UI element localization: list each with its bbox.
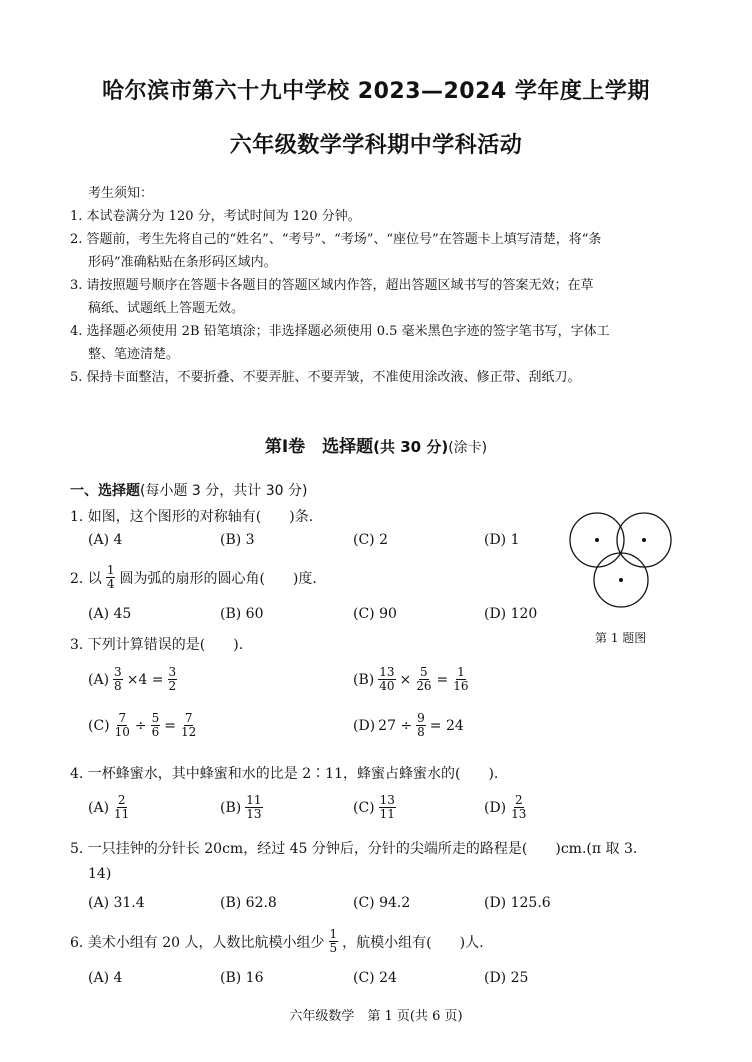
option-label: (D): [484, 799, 507, 816]
notice-item: 整、笔迹清楚。: [88, 347, 180, 362]
option-label: (D): [353, 717, 376, 734]
notice-item: 4. 选择题必须使用 2B 铅笔填涂；非选择题必须使用 0.5 毫米黑色字迹的签字笔书写，字体工: [70, 324, 610, 339]
frac-den: 11: [379, 807, 395, 821]
frac-num: 3: [114, 665, 122, 679]
frac-den: 8: [114, 679, 122, 693]
page-footer: 六年级数学 第 1 页(共 6 页): [289, 1009, 463, 1024]
option-label: (B): [220, 799, 242, 816]
q5-option-a: (A) 31.4: [88, 895, 145, 911]
frac-den: 6: [151, 725, 160, 739]
frac-num: 5: [151, 711, 160, 725]
frac-num: 3: [168, 665, 177, 679]
q6-stem-post: ，航模小组有( )人.: [342, 934, 484, 951]
fraction: [245, 794, 262, 821]
frac-den: 13: [246, 807, 262, 821]
operator: ×: [399, 671, 412, 688]
fraction: [113, 666, 123, 693]
frac-num: 1: [457, 665, 465, 679]
q5-option-b: (B) 62.8: [220, 895, 277, 911]
q6-option-a: (A) 4: [88, 970, 123, 986]
fraction: [180, 712, 197, 739]
fraction: [379, 794, 396, 821]
frac-num: 7: [184, 711, 193, 725]
fraction: [415, 666, 432, 693]
frac-num: 13: [379, 665, 395, 679]
part-note: (每小题 3 分，共计 30 分): [140, 483, 308, 499]
q1-option-d: (D) 1: [484, 532, 520, 548]
q2-fraction: [106, 564, 116, 591]
fraction: [416, 712, 426, 739]
q6-fraction: [329, 928, 339, 955]
q1-option-a: (A) 4: [88, 532, 123, 548]
operator: =: [164, 717, 177, 734]
operator: ×4 =: [126, 671, 164, 688]
q6-option-d: (D) 25: [484, 970, 529, 986]
part-heading: [70, 480, 307, 500]
notice-item: 5. 保持卡面整洁，不要折叠、不要弄脏、不要弄皱，不准使用涂改液、修正带、刮纸刀。: [70, 370, 581, 385]
question-2-stem: [70, 564, 317, 591]
q2-option-d: (D) 120: [484, 606, 538, 622]
section-title: 第Ⅰ卷 选择题: [264, 437, 374, 457]
q2-option-b: (B) 60: [220, 606, 264, 622]
q3-option-b: [353, 666, 471, 693]
q6-stem-pre: 6. 美术小组有 20 人，人数比航模小组少: [70, 934, 325, 951]
notice-item: 2. 答题前，考生先将自己的“姓名”、“考号”、“考场”、“座位号”在答题卡上填写清楚，将“条: [70, 232, 602, 247]
notice-item: 1. 本试卷满分为 120 分，考试时间为 120 分钟。: [70, 209, 361, 224]
expression-text: = 24: [429, 717, 464, 734]
fraction: [168, 666, 178, 693]
q3-option-d: [353, 712, 464, 739]
frac-num: 5: [420, 665, 428, 679]
q6-option-b: (B) 16: [220, 970, 264, 986]
q2-option-a: (A) 45: [88, 606, 132, 622]
q3-option-a: [88, 666, 178, 693]
expression-text: 27 ÷: [378, 717, 413, 734]
q2-stem-pre: 2. 以: [70, 570, 102, 587]
q1-option-b: (B) 3: [220, 532, 255, 548]
question-6-stem: [70, 928, 484, 955]
frac-den: 16: [453, 679, 469, 693]
part-title: 一、选择题: [70, 483, 140, 499]
question-5-stem-cont: 14): [88, 866, 112, 882]
operator: ÷: [134, 717, 147, 734]
frac-num: 2: [117, 793, 126, 807]
frac-den: 10: [114, 725, 130, 739]
frac-den: 5: [329, 941, 338, 955]
fraction: [114, 712, 131, 739]
q3-option-c: [88, 712, 198, 739]
frac-num: 2: [514, 793, 523, 807]
section-score: (共 30 分): [373, 438, 449, 456]
fraction: [378, 666, 395, 693]
option-label: (B): [353, 671, 375, 688]
notice-item: 形码”准确粘贴在条形码区域内。: [88, 255, 277, 270]
frac-den: 4: [106, 577, 115, 591]
center-dot: [642, 538, 646, 542]
operator: =: [436, 671, 449, 688]
center-dot: [595, 538, 599, 542]
frac-den: 40: [379, 679, 395, 693]
frac-den: 26: [416, 679, 432, 693]
frac-num: 1: [106, 563, 115, 577]
center-dot: [619, 578, 623, 582]
q4-option-b: [220, 794, 264, 821]
notice-item: 稿纸、试题纸上答题无效。: [88, 301, 245, 316]
option-label: (C): [88, 717, 110, 734]
option-label: (A): [88, 671, 110, 688]
frac-den: 11: [114, 807, 130, 821]
q5-option-d: (D) 125.6: [484, 895, 551, 911]
question-1-stem: 1. 如图，这个图形的对称轴有( )条.: [70, 509, 314, 525]
q5-option-c: (C) 94.2: [353, 895, 411, 911]
frac-num: 11: [246, 793, 262, 807]
frac-num: 9: [417, 711, 425, 725]
figure-caption: 第 1 题图: [595, 631, 647, 645]
frac-num: 1: [329, 927, 338, 941]
frac-den: 13: [511, 807, 527, 821]
q4-option-a: [88, 794, 131, 821]
q4-option-c: [353, 794, 397, 821]
q6-option-c: (C) 24: [353, 970, 397, 986]
page-title: 哈尔滨市第六十九中学校 2023—2024 学年度上学期: [102, 79, 650, 104]
q2-option-c: (C) 90: [353, 606, 397, 622]
page-subtitle: 六年级数学学科期中学科活动: [229, 133, 523, 158]
fraction: [151, 712, 161, 739]
question-4-stem: 4. 一杯蜂蜜水，其中蜂蜜和水的比是 2∶11，蜂蜜占蜂蜜水的( ).: [70, 766, 499, 782]
frac-den: 12: [181, 725, 197, 739]
option-label: (A): [88, 799, 110, 816]
frac-den: 2: [168, 679, 177, 693]
fraction: [113, 794, 130, 821]
q4-option-d: [484, 794, 528, 821]
q1-option-c: (C) 2: [353, 532, 388, 548]
section-note: (涂卡): [448, 440, 488, 456]
frac-num: 13: [379, 793, 395, 807]
three-circles-figure: [564, 505, 684, 615]
fraction: [452, 666, 469, 693]
notice-item: 3. 请按照题号顺序在答题卡各题目的答题区域内作答，超出答题区域书写的答案无效；在草: [70, 278, 594, 293]
frac-den: 8: [417, 725, 425, 739]
notice-heading: 考生须知：: [88, 186, 154, 201]
question-5-stem: 5. 一只挂钟的分针长 20cm，经过 45 分钟后，分针的尖端所走的路程是( )cm.(π 取 3.: [70, 841, 638, 857]
question-3-stem: 3. 下列计算错误的是( ).: [70, 637, 244, 653]
option-label: (C): [353, 799, 375, 816]
section-heading: [0, 432, 752, 457]
q2-stem-post: 圆为弧的扇形的圆心角( )度.: [119, 570, 317, 587]
fraction: [510, 794, 527, 821]
frac-num: 7: [118, 711, 127, 725]
